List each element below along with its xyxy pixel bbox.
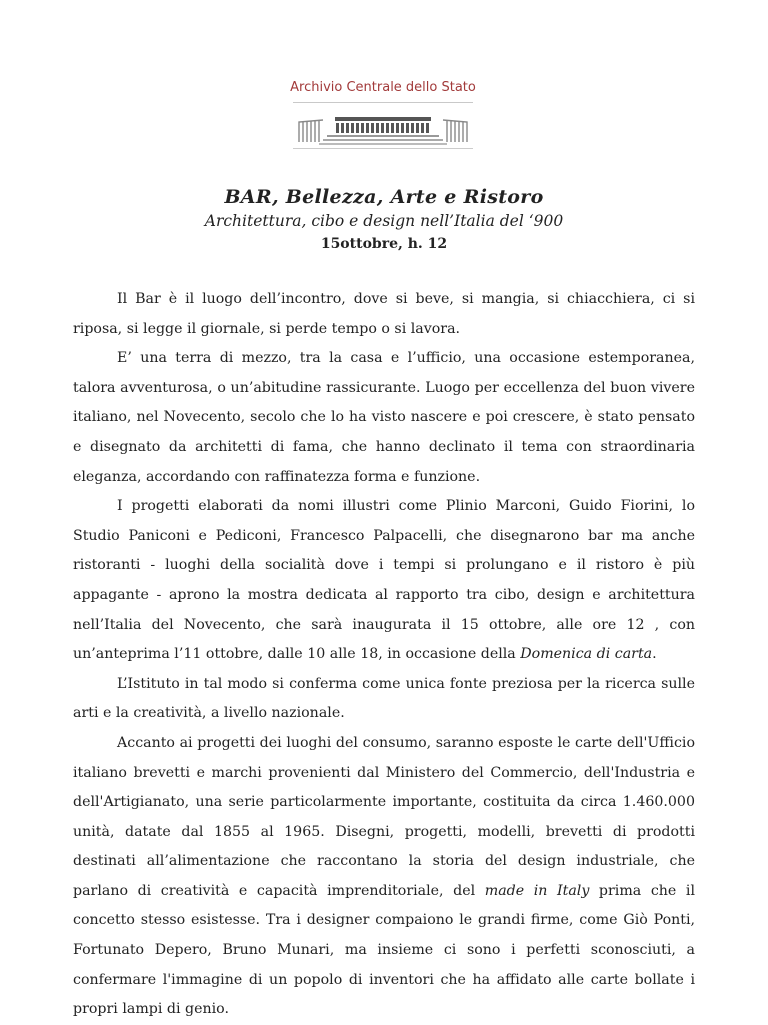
logo-name: Archivio Centrale dello Stato: [290, 80, 476, 95]
paragraph-4: L’Istituto in tal modo si conferma come unica fonte preziosa per la ricerca sulle arti e la creatività, a livello nazionale.: [73, 675, 695, 722]
paragraph-3-emphasis: Domenica di carta: [520, 646, 653, 663]
paragraph-5-text: Accanto ai progetti dei luoghi del consumo, saranno esposte le carte dell'Ufficio italiano brevetti e marchi provenienti dal Ministero del Commercio, dell'Industria e dell'Artigianato, una serie particolarmente importante, costituita da circa 1.460.000 unità, datate dal 1855 al 1965. Disegni, progetti, modelli, brevetti di prodotti destinati all’alimentazione che raccontano la storia del design industriale, che parlano di creatività e capacità imprenditoriale, del: [73, 734, 695, 899]
paragraph-1: Il Bar è il luogo dell’incontro, dove si beve, si mangia, si chiacchiera, ci si riposa, si legge il giornale, si perde tempo o si lavora.: [73, 291, 695, 337]
logo-rule: [293, 102, 473, 103]
document-subtitle: Architettura, cibo e design nell’Italia del ‘900: [204, 212, 564, 230]
building-colonnade-icon: [283, 108, 483, 158]
paragraph-5-end: prima che il concetto stesso esistesse. Tra i designer compaiono le grandi firme, come Giò Ponti, Fortunato Depero, Bruno Munari, ma insieme ci sono i perfetti sconosciuti, a confermare l'immagine di un popolo di inventori che ha affidato alle carte bollate i propri lampi di genio.: [73, 882, 695, 1018]
paragraph-3: [73, 492, 695, 670]
paragraph-3-end: .: [652, 646, 657, 663]
paragraph-3-text: I progetti elaborati da nomi illustri come Plinio Marconi, Guido Fiorini, lo Studio Paniconi e Pediconi, Francesco Palpacelli, che disegnarono bar ma anche ristoranti - luoghi della socialità dove i tempi si prolungano e il ristoro è più appagante - aprono la mostra dedicata al rapporto tra cibo, design e architettura nell’Italia del Novecento, che sarà inaugurata il 15 ottobre, alle ore 12 , con un’anteprima l’11 ottobre, dalle 10 alle 18, in occasione della: [73, 498, 695, 663]
paragraph-5: [73, 729, 695, 1025]
paragraph-5-emphasis: made in Italy: [484, 882, 590, 899]
document-body: [73, 285, 695, 1025]
event-date: 15ottobre, h. 12: [320, 236, 448, 252]
archive-logo: [283, 60, 483, 160]
document-title: BAR, Bellezza, Arte e Ristoro: [224, 186, 544, 208]
paragraph-2: E’ una terra di mezzo, tra la casa e l’ufficio, una occasione estemporanea, talora avventurosa, o un’abitudine rassicurante. Luogo per eccellenza del buon vivere italiano, nel Novecento, secolo che lo ha visto nascere e poi crescere, è stato pensato e disegnato da architetti di fama, che hanno declinato il tema con straordinaria eleganza, accordando con raffinatezza forma e funzione.: [73, 350, 695, 485]
